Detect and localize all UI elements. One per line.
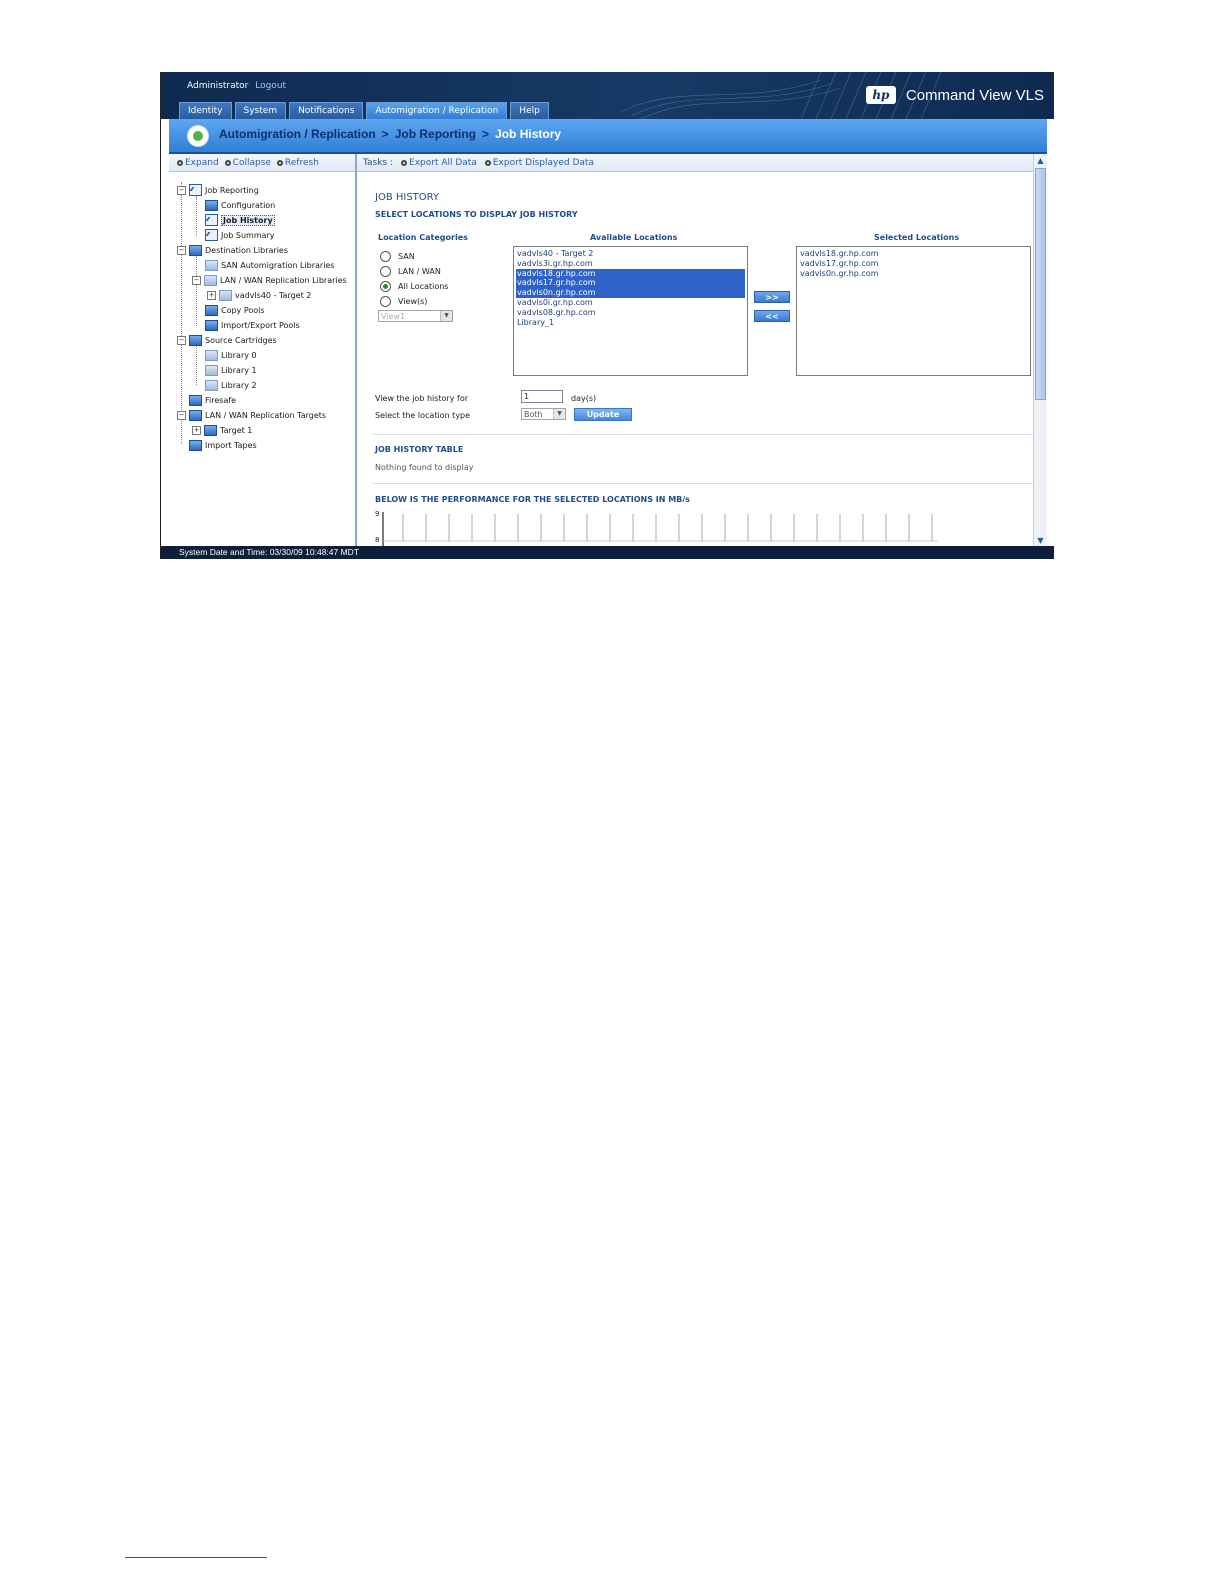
tree-toolbar [169, 154, 355, 172]
tree-item-import-tapes[interactable] [189, 438, 257, 452]
export-all-label: Export All Data [409, 157, 477, 168]
list-item[interactable]: vadvls17.gr.hp.com [516, 278, 745, 288]
expand-toggle-icon[interactable]: + [193, 425, 200, 434]
scroll-down-icon[interactable]: ▼ [1037, 536, 1044, 545]
list-item[interactable]: Library_1 [517, 317, 555, 327]
top-banner [161, 72, 1054, 119]
list-item[interactable]: vadvls18.gr.hp.com [516, 269, 745, 279]
refresh-icon [277, 160, 283, 166]
divider [373, 434, 1033, 435]
tree-item-label: vadvls40 - Target 2 [235, 290, 312, 300]
radio-san[interactable] [380, 251, 415, 262]
export-displayed-data-link[interactable] [485, 158, 594, 168]
tree-item-library-1[interactable] [205, 363, 257, 377]
tree-item-label: Import Tapes [205, 440, 257, 450]
tree-item-vadvls40-target2[interactable] [207, 288, 311, 302]
list-item[interactable]: vadvls40 - Target 2 [517, 249, 594, 258]
collapse-toggle-icon[interactable]: − [178, 245, 185, 254]
location-type-value: Both [524, 410, 543, 419]
scrollbar-thumb[interactable] [1035, 168, 1046, 400]
list-item[interactable]: vadvls0n.gr.hp.com [516, 288, 745, 298]
chart-icon [205, 229, 218, 241]
breadcrumb [219, 127, 561, 141]
pool-icon [205, 305, 218, 316]
performance-chart-grid [373, 506, 943, 547]
radio-lan-wan[interactable] [380, 266, 441, 277]
page-subtitle: SELECT LOCATIONS TO DISPLAY JOB HISTORY [375, 210, 578, 219]
tree-item-lan-wan-replication-libraries[interactable] [192, 273, 347, 287]
target-icon [204, 425, 217, 436]
tree-item-target-1[interactable] [192, 423, 252, 437]
radio-label: LAN / WAN [398, 267, 441, 276]
location-type-select[interactable] [521, 408, 566, 420]
library-icon [189, 245, 202, 256]
library-icon [205, 380, 218, 391]
tape-icon [189, 440, 202, 451]
page-title: JOB HISTORY [375, 192, 440, 203]
tree-connector [196, 345, 197, 385]
tab-help[interactable]: Help [510, 102, 549, 120]
collapse-toggle-icon[interactable]: − [193, 275, 200, 284]
job-history-table-title: JOB HISTORY TABLE [375, 445, 464, 454]
navigation-tree-panel [169, 154, 357, 547]
tree-item-label: Job Reporting [205, 185, 259, 195]
vertical-scrollbar[interactable] [1033, 154, 1047, 547]
breadcrumb-bar [169, 119, 1047, 154]
radio-button[interactable] [380, 296, 391, 307]
tree-item-configuration[interactable] [205, 198, 275, 212]
performance-title: BELOW IS THE PERFORMANCE FOR THE SELECTED LOCATIONS IN MB/s [375, 495, 690, 504]
radio-label: View(s) [398, 297, 428, 306]
tree-item-job-history[interactable] [205, 213, 275, 227]
collapse-toggle-icon[interactable]: − [178, 410, 185, 419]
tab-identity[interactable]: Identity [179, 102, 232, 120]
tree-item-label: Job History [223, 215, 273, 225]
library-icon [205, 365, 218, 376]
collapse-toggle-icon[interactable]: − [178, 185, 185, 194]
pool-icon [205, 320, 218, 331]
library-icon [204, 275, 217, 286]
view-select-value: View1 [381, 312, 406, 321]
tree-item-firesafe[interactable] [189, 393, 236, 407]
tree-item-label: Configuration [221, 200, 276, 210]
view-select[interactable] [378, 310, 453, 322]
location-type-label: Select the location type [375, 411, 471, 420]
remove-location-button[interactable]: << [754, 310, 790, 322]
main-content [357, 154, 1033, 547]
tree-item-copy-pools[interactable] [205, 303, 265, 317]
tree-item-library-0[interactable] [205, 348, 257, 362]
refresh-label: Refresh [284, 157, 319, 168]
list-item[interactable]: vadvls0n.gr.hp.com [800, 268, 879, 278]
firesafe-icon [189, 395, 202, 406]
collapse-label: Collapse [232, 157, 271, 168]
tree-item-san-automigration-libraries[interactable] [205, 258, 335, 272]
tree-item-lan-wan-replication-targets[interactable] [177, 408, 326, 422]
export-icon [401, 160, 407, 166]
available-locations-list[interactable] [513, 246, 748, 376]
logout-link[interactable]: Logout [255, 81, 287, 91]
performance-chart [373, 506, 943, 547]
chevron-down-icon: ▼ [553, 409, 565, 419]
library-icon [205, 350, 218, 361]
list-item[interactable]: vadvls3i.gr.hp.com [517, 258, 593, 268]
tree-item-label: LAN / WAN Replication Libraries [220, 275, 347, 285]
product-name: Command View VLS [905, 86, 1044, 104]
radio-all-locations[interactable] [380, 281, 448, 292]
tree-item-label: Target 1 [220, 425, 253, 435]
expand-icon [177, 160, 183, 166]
tab-system[interactable]: System [235, 102, 287, 120]
radio-label: All Locations [398, 282, 449, 291]
breadcrumb-separator: > [381, 127, 389, 141]
radio-button[interactable] [380, 251, 391, 262]
list-item[interactable]: vadvls08.gr.hp.com [517, 307, 596, 317]
radio-button[interactable] [380, 266, 391, 277]
axis-tick-label: 8 [375, 536, 380, 544]
library-icon [205, 260, 218, 271]
radio-button[interactable] [380, 281, 391, 292]
list-item[interactable]: vadvls0i.gr.hp.com [517, 297, 593, 307]
history-period-label: View the job history for [375, 394, 468, 403]
configuration-icon [205, 200, 218, 211]
section-status-icon [187, 125, 209, 147]
scroll-up-icon[interactable]: ▲ [1037, 156, 1044, 165]
refresh-button[interactable] [277, 158, 319, 168]
tree-item-label: Destination Libraries [205, 245, 288, 255]
tree-connector [196, 256, 197, 326]
tree-item-label: LAN / WAN Replication Targets [205, 410, 327, 420]
export-all-data-link[interactable] [401, 158, 477, 168]
update-button[interactable]: Update [574, 408, 632, 421]
tree-item-job-reporting[interactable] [177, 183, 259, 197]
tree-item-import-export-pools[interactable] [205, 318, 300, 332]
brand [866, 86, 1044, 104]
collapse-icon [225, 160, 231, 166]
tree-item-label: Job Summary [221, 230, 275, 240]
available-locations-heading: Available Locations [590, 233, 678, 242]
tree-item-label: Import/Export Pools [221, 320, 300, 330]
tree-item-label: Source Cartridges [205, 335, 277, 345]
selected-locations-heading: Selected Locations [874, 233, 960, 242]
expand-label: Expand [185, 157, 219, 168]
collapse-button[interactable] [225, 158, 271, 168]
tree-item-label: Library 2 [221, 380, 257, 390]
tree-item-job-summary[interactable] [205, 228, 275, 242]
expand-toggle-icon[interactable]: + [208, 290, 215, 299]
selected-locations-list[interactable] [796, 246, 1031, 376]
tree-item-source-cartridges[interactable] [177, 333, 277, 347]
expand-button[interactable] [177, 158, 219, 168]
tab-automigration-replication[interactable]: Automigration / Replication [366, 102, 507, 120]
library-icon [219, 290, 232, 301]
list-item[interactable]: vadvls18.gr.hp.com [800, 249, 879, 258]
export-icon [485, 160, 491, 166]
list-item[interactable]: vadvls17.gr.hp.com [800, 258, 879, 268]
user-name: Administrator [187, 81, 249, 91]
radio-label: SAN [398, 252, 415, 261]
breadcrumb-item-job-history: Job History [495, 127, 562, 141]
tree-item-label: Copy Pools [221, 305, 265, 315]
status-bar: System Date and Time: 03/30/09 10:48:47 MDT [161, 546, 1054, 559]
tree-connector [196, 196, 197, 236]
cartridge-icon [189, 335, 202, 346]
tab-notifications[interactable]: Notifications [289, 102, 363, 120]
breadcrumb-separator: > [482, 127, 490, 141]
breadcrumb-item-job-reporting[interactable]: Job Reporting [394, 127, 477, 141]
chart-icon [189, 184, 202, 196]
main-tabs [179, 102, 549, 119]
axis-tick-label: 9 [375, 510, 380, 518]
app-window [160, 72, 1054, 559]
collapse-toggle-icon[interactable]: − [178, 335, 185, 344]
job-history-empty-message: Nothing found to display [375, 463, 474, 472]
tree-item-library-2[interactable] [205, 378, 257, 392]
chart-icon [205, 214, 218, 226]
chevron-down-icon: ▼ [440, 311, 452, 321]
hp-logo-icon: hp [866, 86, 896, 104]
tree-item-label: SAN Automigration Libraries [221, 260, 335, 270]
tasks-label: Tasks : [363, 157, 394, 168]
footer-rule [125, 1557, 267, 1558]
target-icon [189, 410, 202, 421]
tree-item-label: Firesafe [205, 395, 237, 405]
tree-connector [181, 182, 182, 444]
breadcrumb-item-automigration[interactable]: Automigration / Replication [219, 127, 376, 141]
location-categories-heading: Location Categories [378, 233, 468, 242]
add-location-button[interactable]: >> [754, 291, 790, 303]
radio-views[interactable] [380, 296, 427, 307]
divider [373, 483, 1033, 484]
tasks-bar [357, 154, 1033, 172]
tree-item-label: Library 0 [221, 350, 257, 360]
history-days-unit: day(s) [571, 394, 597, 403]
tree-item-destination-libraries[interactable] [177, 243, 288, 257]
tree-item-label: Library 1 [221, 365, 257, 375]
history-days-input[interactable] [521, 390, 563, 403]
user-line [187, 81, 286, 91]
export-displayed-label: Export Displayed Data [492, 157, 594, 168]
